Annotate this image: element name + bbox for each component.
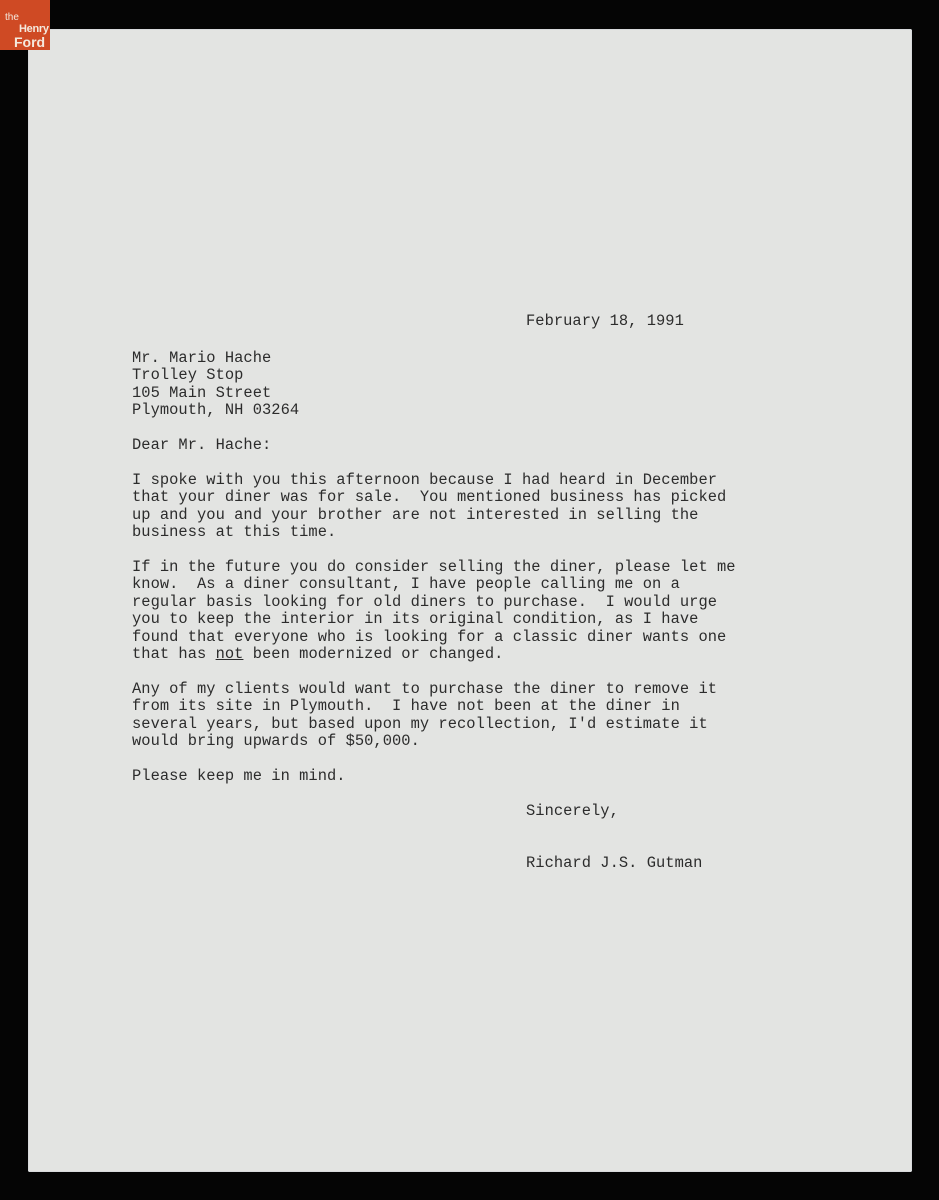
text-run: been modernized or changed.: [243, 645, 504, 663]
paragraph-line: would bring upwards of $50,000.: [132, 732, 420, 750]
paragraph-line: up and you and your brother are not interested in selling the: [132, 506, 699, 524]
signature-name: Richard J.S. Gutman: [526, 854, 703, 872]
paragraph-line: Any of my clients would want to purchase the diner to remove it: [132, 680, 718, 698]
paragraph-line: that your diner was for sale. You mentioned business has picked: [132, 488, 727, 506]
salutation: Dear Mr. Hache:: [132, 436, 272, 454]
underlined-not: not: [215, 645, 244, 663]
paragraph-line: from its site in Plymouth. I have not been at the diner in: [132, 697, 680, 715]
closing-line: Please keep me in mind.: [132, 767, 346, 785]
valediction: Sincerely,: [526, 802, 619, 820]
henry-ford-logo: [0, 0, 50, 50]
paragraph-line: I spoke with you this afternoon because I had heard in December: [132, 471, 718, 489]
logo-ford: Ford: [14, 34, 46, 50]
paragraph-line: you to keep the interior in its original condition, as I have: [132, 610, 699, 628]
paragraph-line: business at this time.: [132, 523, 337, 541]
recipient-street: 105 Main Street: [132, 384, 272, 402]
paragraph-line: several years, but based upon my recollection, I'd estimate it: [132, 715, 708, 733]
text-run: that has: [132, 645, 216, 663]
recipient-name: Mr. Mario Hache: [132, 349, 272, 367]
paragraph-line: know. As a diner consultant, I have people calling me on a: [132, 575, 680, 593]
logo-the: the: [5, 12, 19, 23]
recipient-business: Trolley Stop: [132, 366, 244, 384]
paragraph-line: [132, 646, 503, 663]
paragraph-line: If in the future you do consider selling the diner, please let me: [132, 558, 736, 576]
recipient-city: Plymouth, NH 03264: [132, 401, 300, 419]
logo-henry: Henry: [19, 23, 49, 35]
letter-date: February 18, 1991: [526, 312, 684, 330]
paragraph-line: regular basis looking for old diners to purchase. I would urge: [132, 593, 718, 611]
paragraph-line: found that everyone who is looking for a classic diner wants one: [132, 628, 727, 646]
